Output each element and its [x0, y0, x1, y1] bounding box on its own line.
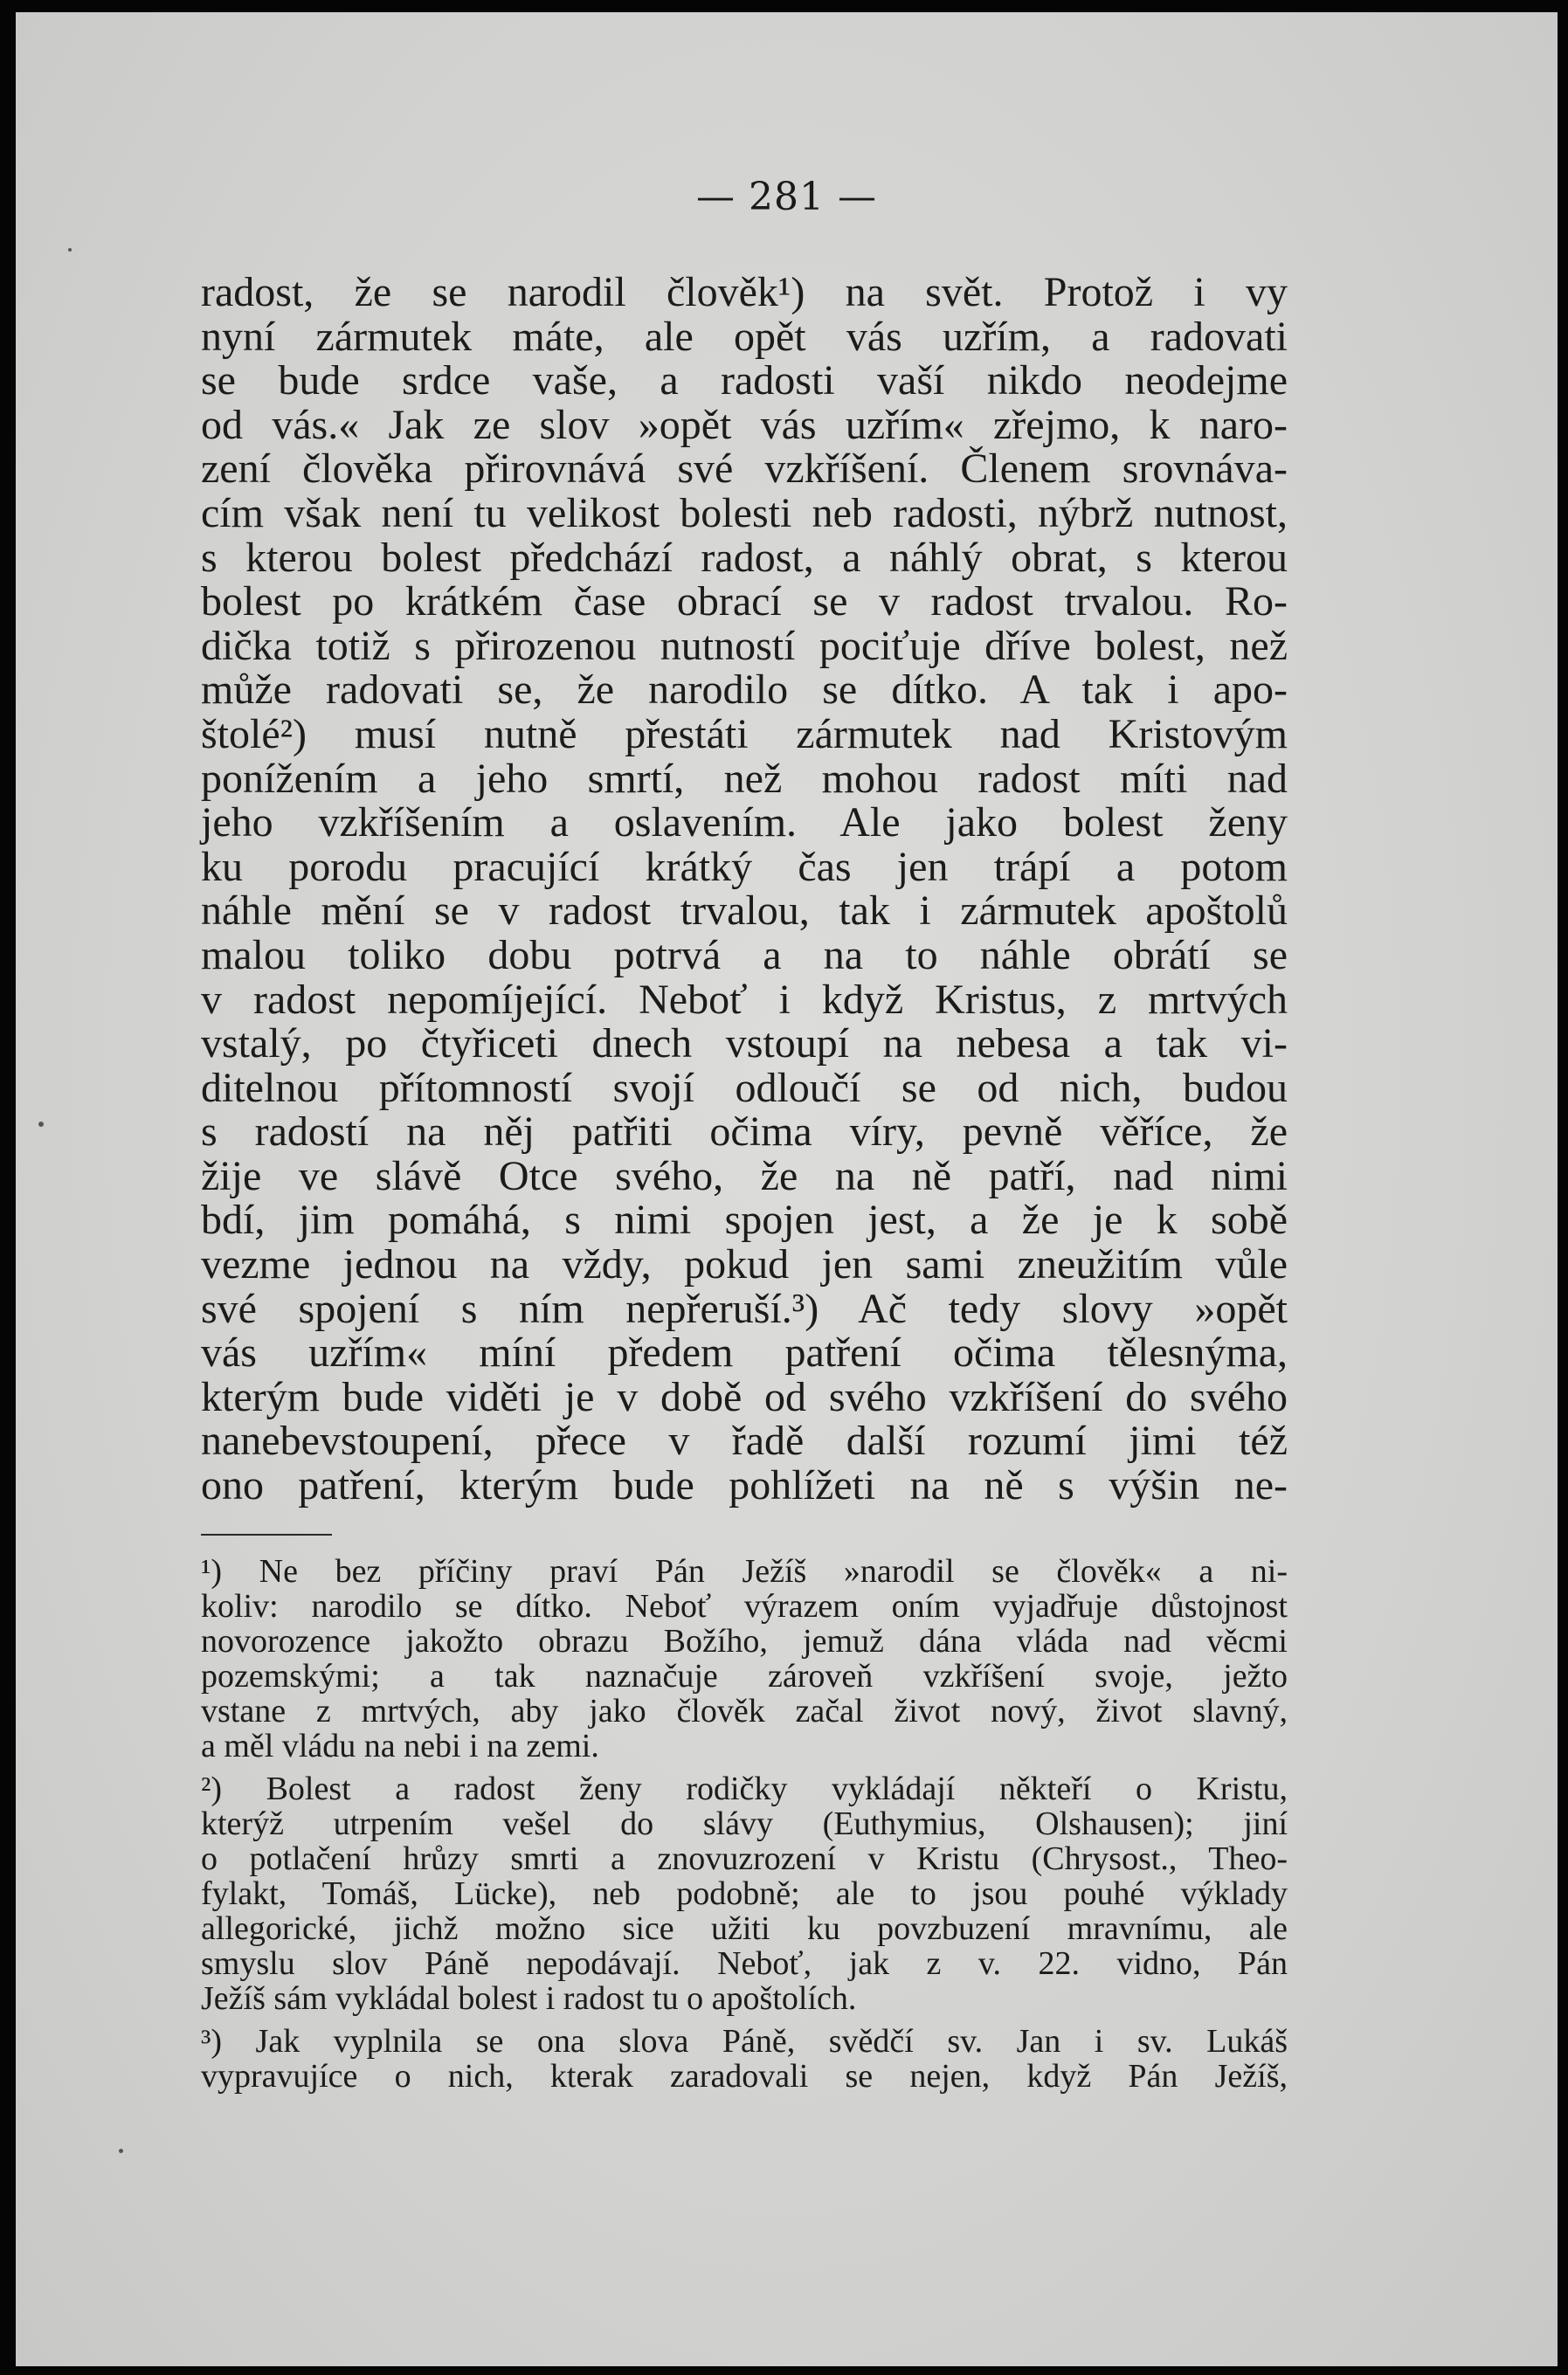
paper-speck [119, 2149, 123, 2153]
text-line: nanebevstoupení, přece v řadě další rozumí jimi též [201, 1418, 1288, 1465]
text-line: bdí, jim pomáhá, s nimi spojen jest, a že je k sobě [201, 1197, 1288, 1244]
footnote-line: novorozence jakožto obrazu Božího, jemuž dána vláda nad věcmi [201, 1623, 1288, 1660]
text-line: radost, že se narodil člověk¹) na svět. Protož i vy [201, 269, 1288, 315]
footnote-1 [201, 1554, 1288, 1764]
footnotes-block [201, 1554, 1288, 2102]
text-line: vezme jednou na vždy, pokud jen sami zneužitím vůle [201, 1241, 1288, 1288]
text-line: jeho vzkříšením a oslavením. Ale jako bolest ženy [201, 799, 1288, 846]
footnote-rule [201, 1534, 332, 1536]
text-line: žije ve slávě Otce svého, že na ně patří, nad nimi [201, 1152, 1288, 1199]
footnote-2 [201, 1771, 1288, 2016]
text-line: ku porodu pracující krátký čas jen trápí a potom [201, 843, 1288, 890]
book-page [16, 12, 1558, 2366]
footnote-line: ²) Bolest a radost ženy rodičky vykládají někteří o Kristu, [201, 1771, 1288, 1807]
footnote-line: smyslu slov Páně nepodávají. Neboť, jak z v. 22. vidno, Pán [201, 1945, 1288, 1982]
text-line: v radost nepomíjející. Neboť i když Kristus, z mrtvých [201, 976, 1288, 1023]
text-line: bolest po krátkém čase obrací se v radost trvalou. Ro- [201, 578, 1288, 625]
footnote-line: ¹) Ne bez příčiny praví Pán Ježíš »narodil se člověk« a ni- [201, 1553, 1288, 1590]
text-line: může radovati se, že narodilo se dítko. A tak i apo- [201, 666, 1288, 714]
text-line: štolé²) musí nutně přestáti zármutek nad Kristovým [201, 710, 1288, 757]
text-line: s kterou bolest předchází radost, a náhlý obrat, s kterou [201, 534, 1288, 581]
paper-speck [38, 1122, 44, 1127]
text-line: ponížením a jeho smrtí, než mohou radost míti nad [201, 755, 1288, 802]
footnote-line: vypravujíce o nich, kterak zaradovali se nejen, když Pán Ježíš, [201, 2058, 1288, 2095]
text-line: cím však není tu velikost bolesti neb radosti, nýbrž nutnost, [201, 489, 1288, 536]
footnote-line: a měl vládu na nebi i na zemi. [201, 1728, 599, 1764]
text-line: ditelnou přítomností svojí odloučí se od nich, budou [201, 1064, 1288, 1111]
text-line: své spojení s ním nepřeruší.³) Ač tedy slovy »opět [201, 1285, 1288, 1332]
footnote-line: kterýž utrpením vešel do slávy (Euthymius, Olshausen); jiní [201, 1805, 1288, 1842]
text-line: zení člověka přirovnává své vzkříšení. Členem srovnáva- [201, 445, 1288, 493]
text-line: náhle mění se v radost trvalou, tak i zármutek apoštolů [201, 887, 1288, 935]
paper-speck [68, 248, 72, 252]
main-text-block [201, 271, 1288, 1509]
footnote-line: vstane z mrtvých, aby jako člověk začal život nový, život slavný, [201, 1693, 1288, 1729]
text-line: se bude srdce vaše, a radosti vaší nikdo neodejme [201, 357, 1288, 404]
footnote-line: pozemskými; a tak naznačuje zároveň vzkříšení svoje, ježto [201, 1658, 1288, 1695]
text-line: nyní zármutek máte, ale opět vás uzřím, a radovati [201, 313, 1288, 360]
footnote-3 [201, 2024, 1288, 2094]
text-line: s radostí na něj patřiti očima víry, pevně věříce, že [201, 1108, 1288, 1156]
text-line: malou toliko dobu potrvá a na to náhle obrátí se [201, 931, 1288, 978]
footnote-line: allegorické, jichž možno sice užiti ku povzbuzení mravnímu, ale [201, 1910, 1288, 1947]
footnote-line: o potlačení hrůzy smrti a znovuzrození v Kristu (Chrysost., Theo- [201, 1840, 1288, 1877]
text-line: vstalý, po čtyřiceti dnech vstoupí na nebesa a tak vi- [201, 1020, 1288, 1067]
page-number: — 281 — [696, 175, 877, 219]
text-line: vás uzřím« míní předem patření očima tělesnýma, [201, 1329, 1288, 1377]
footnote-line: ³) Jak vyplnila se ona slova Páně, svědčí sv. Jan i sv. Lukáš [201, 2023, 1288, 2060]
text-line: kterým bude viděti je v době od svého vzkříšení do svého [201, 1373, 1288, 1420]
text-line: ono patření, kterým bude pohlížeti na ně s výšin ne- [201, 1462, 1288, 1509]
footnote-line: koliv: narodilo se dítko. Neboť výrazem oním vyjadřuje důstojnost [201, 1588, 1288, 1625]
footnote-line: fylakt, Tomáš, Lücke), neb podobně; ale to jsou pouhé výklady [201, 1875, 1288, 1912]
text-line: od vás.« Jak ze slov »opět vás uzřím« zřejmo, k naro- [201, 401, 1288, 448]
footnote-line: Ježíš sám vykládal bolest i radost tu o apoštolích. [201, 1980, 857, 2017]
text-line: dička totiž s přirozenou nutností pociťuje dříve bolest, než [201, 622, 1288, 669]
